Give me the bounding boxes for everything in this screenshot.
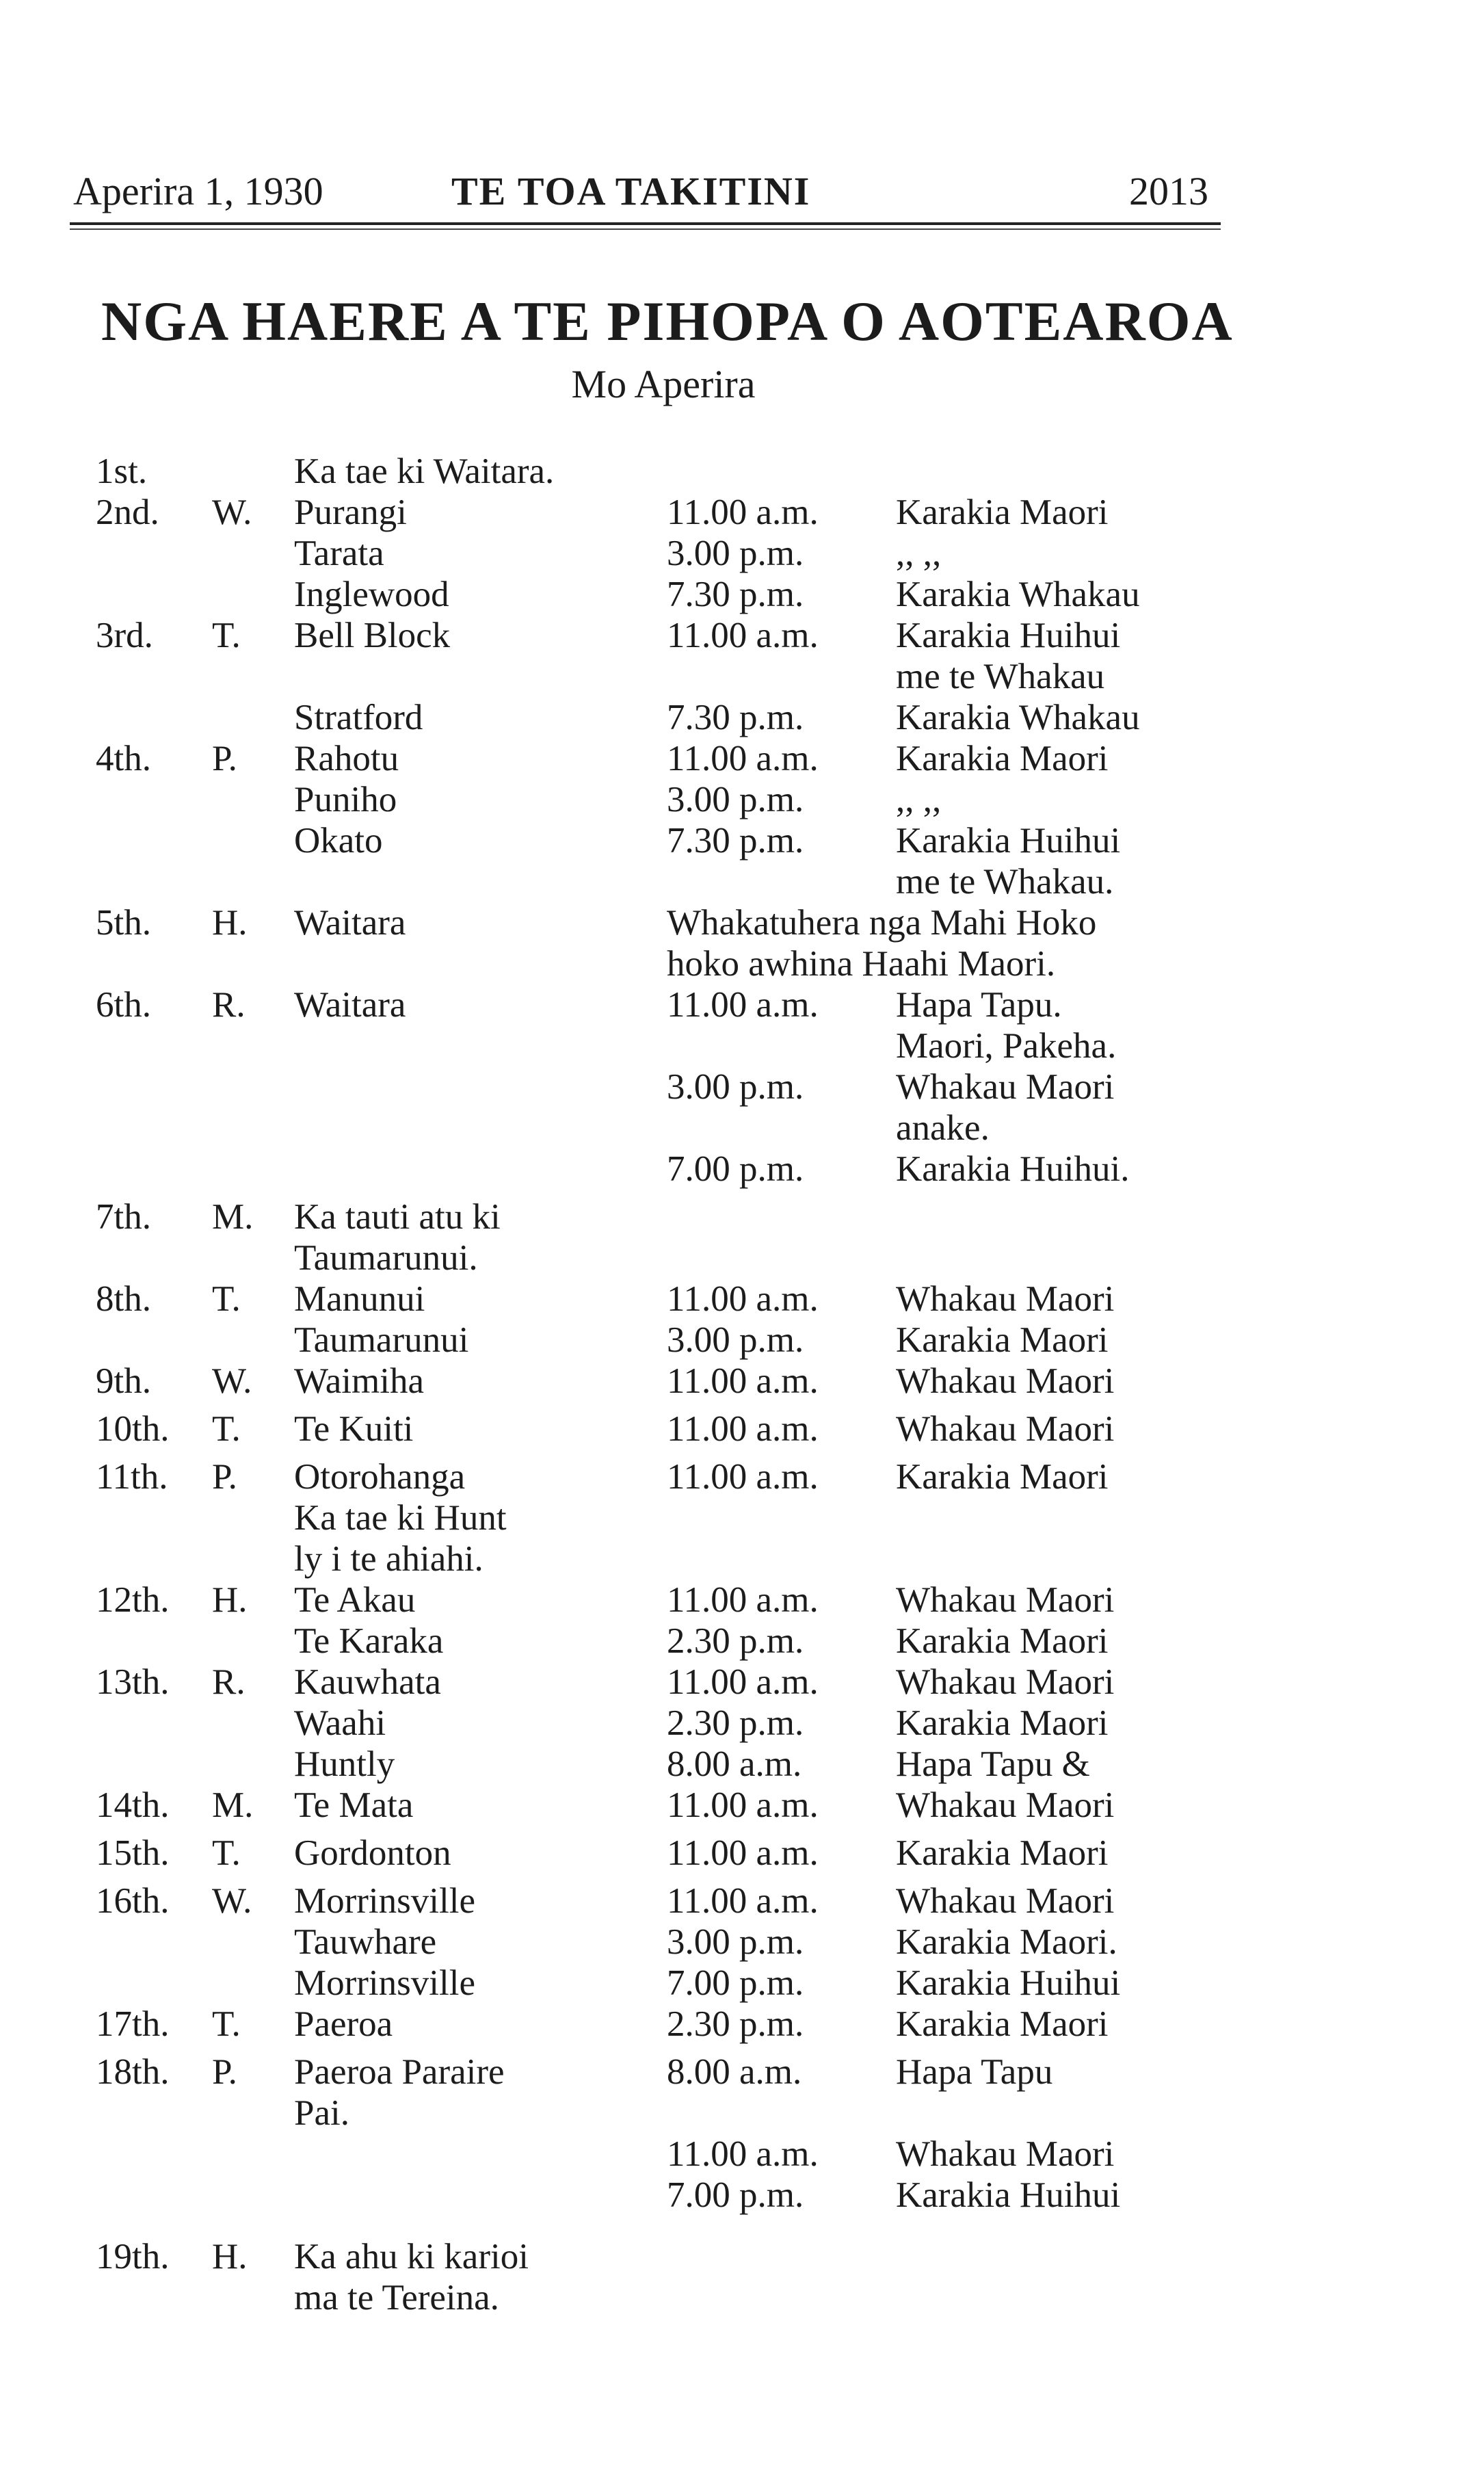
place-cell: Waitara — [294, 903, 406, 943]
time-cell: 8.00 a.m. — [667, 2052, 802, 2092]
service-cell: Maori, Pakeha. — [896, 1026, 1117, 1066]
place-cell: Pai. — [294, 2093, 349, 2133]
service-cell: Karakia Huihui — [896, 2175, 1121, 2215]
time-cell: 11.00 a.m. — [667, 1457, 819, 1497]
service-cell: Whakau Maori — [896, 1361, 1115, 1401]
service-cell: Karakia Huihui. — [896, 1149, 1130, 1189]
place-cell: Te Mata — [294, 1785, 414, 1825]
header-rule-thin — [70, 228, 1221, 230]
schedule-row — [0, 1025, 1484, 1068]
schedule-row — [0, 1456, 1484, 1499]
service-cell: Hapa Tapu. — [896, 985, 1062, 1025]
day-cell: M. — [212, 1197, 254, 1237]
place-cell: Te Akau — [294, 1580, 416, 1620]
time-cell: 3.00 p.m. — [667, 780, 804, 819]
schedule-row — [0, 1538, 1484, 1581]
schedule-row — [0, 1278, 1484, 1321]
day-cell: P. — [212, 1457, 237, 1497]
place-cell: Taumarunui. — [294, 1238, 478, 1278]
schedule-row — [0, 1921, 1484, 1964]
service-cell: Karakia Maori — [896, 1621, 1109, 1661]
schedule-row — [0, 1880, 1484, 1923]
service-cell: Karakia Huihui — [896, 1963, 1121, 2003]
date-cell: 10th. — [96, 1409, 170, 1449]
schedule-row — [0, 492, 1484, 534]
time-cell: 7.00 p.m. — [667, 1149, 804, 1189]
issue-date: Aperira 1, 1930 — [73, 169, 323, 213]
time-cell: 2.30 p.m. — [667, 2004, 804, 2044]
time-cell: 2.30 p.m. — [667, 1703, 804, 1743]
place-cell: Bell Block — [294, 616, 451, 655]
time-cell: 11.00 a.m. — [667, 493, 819, 532]
date-cell: 3rd. — [96, 616, 153, 655]
schedule-row — [0, 1320, 1484, 1362]
schedule-row — [0, 1066, 1484, 1109]
date-cell: 18th. — [96, 2052, 170, 2092]
date-cell: 8th. — [96, 1279, 151, 1319]
date-cell: 5th. — [96, 903, 151, 943]
service-cell: Karakia Maori — [896, 739, 1109, 778]
place-cell: Paeroa — [294, 2004, 393, 2044]
date-cell: 6th. — [96, 985, 151, 1025]
time-cell: 7.30 p.m. — [667, 821, 804, 861]
service-cell: Karakia Maori — [896, 1457, 1109, 1497]
date-cell: 13th. — [96, 1662, 170, 1702]
schedule-row — [0, 1149, 1484, 1191]
place-cell: Morrinsville — [294, 1963, 475, 2003]
schedule-row — [0, 697, 1484, 739]
place-cell: ly i te ahiahi. — [294, 1539, 483, 1579]
service-cell: Karakia Whakau — [896, 575, 1140, 614]
time-cell: 11.00 a.m. — [667, 1279, 819, 1319]
day-cell: P. — [212, 2052, 237, 2092]
service-cell: Karakia Maori. — [896, 1922, 1117, 1962]
place-cell: Morrinsville — [294, 1881, 475, 1921]
schedule-row — [0, 779, 1484, 822]
place-cell: Manunui — [294, 1279, 425, 1319]
date-cell: 2nd. — [96, 493, 159, 532]
time-cell: 7.30 p.m. — [667, 698, 804, 737]
schedule-row — [0, 2093, 1484, 2135]
service-cell: Karakia Huihui — [896, 821, 1121, 861]
day-cell: P. — [212, 739, 237, 778]
time-cell: 11.00 a.m. — [667, 1785, 819, 1825]
time-cell: 11.00 a.m. — [667, 1833, 819, 1873]
schedule-row — [0, 984, 1484, 1027]
place-cell: Taumarunui — [294, 1320, 469, 1360]
service-cell: Karakia Maori — [896, 1833, 1109, 1873]
schedule-row — [0, 451, 1484, 493]
schedule-row — [0, 943, 1484, 986]
day-cell: W. — [212, 1881, 252, 1921]
place-cell: Stratford — [294, 698, 423, 737]
service-cell: Whakau Maori — [896, 1580, 1115, 1620]
date-cell: 16th. — [96, 1881, 170, 1921]
day-cell: R. — [212, 985, 246, 1025]
day-cell: T. — [212, 1409, 241, 1449]
service-cell: me te Whakau. — [896, 862, 1114, 902]
date-cell: 9th. — [96, 1361, 151, 1401]
service-cell: Hapa Tapu — [896, 2052, 1053, 2092]
day-cell: T. — [212, 616, 241, 655]
schedule-row — [0, 1662, 1484, 1704]
day-cell: W. — [212, 493, 252, 532]
schedule-row — [0, 2277, 1484, 2320]
place-cell: Waimiha — [294, 1361, 425, 1401]
time-cell: 3.00 p.m. — [667, 1067, 804, 1107]
page-number: 2013 — [1129, 169, 1208, 213]
publication-title: TE TOA TAKITINI — [451, 169, 811, 213]
day-cell: R. — [212, 1662, 246, 1702]
note-cell: hoko awhina Haahi Maori. — [667, 944, 1056, 984]
place-cell: Gordonton — [294, 1833, 451, 1873]
date-cell: 14th. — [96, 1785, 170, 1825]
service-cell: ,, ,, — [896, 780, 942, 819]
service-cell: ,, ,, — [896, 534, 942, 573]
schedule-row — [0, 2236, 1484, 2279]
place-cell: Tauwhare — [294, 1922, 437, 1962]
day-cell: W. — [212, 1361, 252, 1401]
service-cell: Whakau Maori — [896, 2134, 1115, 2174]
day-cell: T. — [212, 1279, 241, 1319]
time-cell: 7.00 p.m. — [667, 2175, 804, 2215]
time-cell: 11.00 a.m. — [667, 1580, 819, 1620]
schedule-row — [0, 656, 1484, 698]
place-cell: Purangi — [294, 493, 407, 532]
place-cell: Ka tae ki Hunt — [294, 1498, 507, 1538]
schedule-row — [0, 861, 1484, 904]
time-cell: 11.00 a.m. — [667, 2134, 819, 2174]
place-cell: Otorohanga — [294, 1457, 466, 1497]
day-cell: T. — [212, 1833, 241, 1873]
place-cell: Tarata — [294, 534, 384, 573]
place-cell: Ka ahu ki karioi — [294, 2237, 529, 2277]
time-cell: 11.00 a.m. — [667, 1361, 819, 1401]
date-cell: 15th. — [96, 1833, 170, 1873]
schedule-row — [0, 2134, 1484, 2176]
date-cell: 1st. — [96, 451, 148, 491]
schedule-row — [0, 738, 1484, 781]
schedule-row — [0, 1621, 1484, 1663]
time-cell: 11.00 a.m. — [667, 1662, 819, 1702]
place-cell: Puniho — [294, 780, 397, 819]
date-cell: 11th. — [96, 1457, 168, 1497]
time-cell: 3.00 p.m. — [667, 1320, 804, 1360]
service-cell: Karakia Maori — [896, 1320, 1109, 1360]
date-cell: 7th. — [96, 1197, 151, 1237]
place-cell: Huntly — [294, 1744, 395, 1784]
day-cell: H. — [212, 903, 248, 943]
note-cell: Whakatuhera nga Mahi Hoko — [667, 903, 1097, 943]
schedule-row — [0, 1497, 1484, 1540]
schedule-row — [0, 615, 1484, 657]
day-cell: H. — [212, 1580, 248, 1620]
place-cell: Kauwhata — [294, 1662, 441, 1702]
date-cell: 19th. — [96, 2237, 170, 2277]
date-cell: 4th. — [96, 739, 151, 778]
schedule-row — [0, 2051, 1484, 2094]
time-cell: 3.00 p.m. — [667, 1922, 804, 1962]
running-head — [73, 168, 1208, 216]
service-cell: Whakau Maori — [896, 1279, 1115, 1319]
service-cell: Whakau Maori — [896, 1881, 1115, 1921]
time-cell: 7.00 p.m. — [667, 1963, 804, 2003]
time-cell: 11.00 a.m. — [667, 739, 819, 778]
time-cell: 11.00 a.m. — [667, 616, 819, 655]
place-cell: Ka tae ki Waitara. — [294, 451, 555, 491]
time-cell: 7.30 p.m. — [667, 575, 804, 614]
service-cell: Hapa Tapu & — [896, 1744, 1090, 1784]
article-subtitle: Mo Aperira — [571, 362, 756, 406]
place-cell: Ka tauti atu ki — [294, 1197, 501, 1237]
place-cell: Inglewood — [294, 575, 449, 614]
service-cell: Whakau Maori — [896, 1662, 1115, 1702]
schedule-row — [0, 2004, 1484, 2046]
schedule-row — [0, 902, 1484, 945]
header-rule — [70, 222, 1221, 225]
time-cell: 11.00 a.m. — [667, 985, 819, 1025]
schedule-row — [0, 574, 1484, 616]
schedule-row — [0, 1196, 1484, 1239]
schedule-row — [0, 1107, 1484, 1150]
article-title: NGA HAERE A TE PIHOPA O AOTEAROA — [101, 290, 1234, 352]
place-cell: Paeroa Paraire — [294, 2052, 505, 2092]
schedule-row — [0, 1361, 1484, 1403]
time-cell: 3.00 p.m. — [667, 534, 804, 573]
schedule-row — [0, 820, 1484, 863]
service-cell: Karakia Maori — [896, 2004, 1109, 2044]
service-cell: Karakia Maori — [896, 493, 1109, 532]
service-cell: Whakau Maori — [896, 1785, 1115, 1825]
schedule-row — [0, 1744, 1484, 1786]
schedule-row — [0, 1833, 1484, 1875]
service-cell: anake. — [896, 1108, 990, 1148]
day-cell: M. — [212, 1785, 254, 1825]
schedule-row — [0, 1785, 1484, 1827]
place-cell: Waahi — [294, 1703, 386, 1743]
schedule-row — [0, 2175, 1484, 2217]
date-cell: 12th. — [96, 1580, 170, 1620]
place-cell: Te Kuiti — [294, 1409, 414, 1449]
place-cell: Rahotu — [294, 739, 399, 778]
service-cell: Karakia Whakau — [896, 698, 1140, 737]
place-cell: Okato — [294, 821, 383, 861]
schedule-row — [0, 1237, 1484, 1280]
day-cell: T. — [212, 2004, 241, 2044]
time-cell: 11.00 a.m. — [667, 1881, 819, 1921]
time-cell: 11.00 a.m. — [667, 1409, 819, 1449]
place-cell: ma te Tereina. — [294, 2278, 499, 2318]
place-cell: Te Karaka — [294, 1621, 444, 1661]
day-cell: H. — [212, 2237, 248, 2277]
schedule-row — [0, 1579, 1484, 1622]
service-cell: Whakau Maori — [896, 1409, 1115, 1449]
time-cell: 2.30 p.m. — [667, 1621, 804, 1661]
schedule-row — [0, 1408, 1484, 1451]
service-cell: Whakau Maori — [896, 1067, 1115, 1107]
place-cell: Waitara — [294, 985, 406, 1025]
service-cell: me te Whakau — [896, 657, 1105, 696]
schedule-row — [0, 533, 1484, 575]
date-cell: 17th. — [96, 2004, 170, 2044]
service-cell: Karakia Maori — [896, 1703, 1109, 1743]
service-cell: Karakia Huihui — [896, 616, 1121, 655]
schedule-row — [0, 1703, 1484, 1745]
time-cell: 8.00 a.m. — [667, 1744, 802, 1784]
schedule-row — [0, 1963, 1484, 2005]
